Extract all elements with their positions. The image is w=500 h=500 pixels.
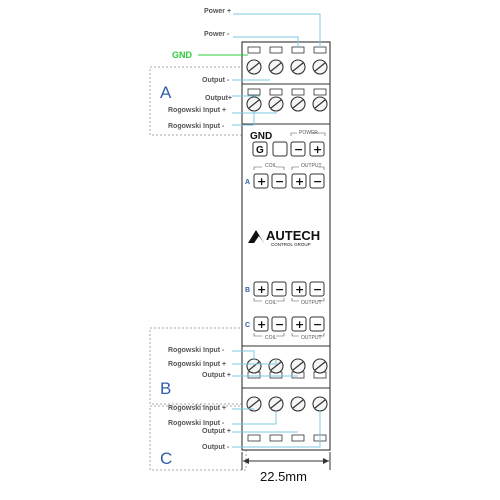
label-rogowski-plus-a: Rogowski Input +: [168, 107, 227, 114]
row-c-coil-label: COIL: [265, 335, 277, 341]
blank-button[interactable]: [273, 142, 287, 156]
dimension-label: 22.5mm: [260, 469, 307, 484]
c-output-minus-symbol: −: [313, 318, 323, 331]
panel-gnd: GND: [250, 131, 273, 142]
c-coil-plus-symbol: +: [257, 318, 267, 331]
a-coil-plus-symbol: +: [257, 175, 267, 188]
c-output-plus-symbol: +: [295, 318, 305, 331]
row-a-coil-label: COIL: [265, 163, 277, 169]
label-power-minus: Power -: [204, 31, 230, 38]
a-output-minus-symbol: −: [313, 175, 323, 188]
label-rogowski-minus-c: Rogowski Input -: [168, 420, 225, 427]
row-b-coil-label: COIL: [265, 300, 277, 306]
label-output-minus-a: Output -: [202, 77, 230, 84]
label-rogowski-plus-c: Rogowski Input +: [168, 405, 227, 412]
c-coil-minus-symbol: −: [275, 318, 285, 331]
row-a-output-label: OUTPUT: [301, 163, 322, 169]
logo-sub: CONTROL GROUP: [271, 242, 311, 247]
a-output-plus-symbol: +: [295, 175, 305, 188]
row-c-output-label: OUTPUT: [301, 335, 322, 341]
b-output-minus-symbol: −: [313, 283, 323, 296]
label-output-plus-b: Output +: [202, 372, 231, 379]
b-output-plus-symbol: +: [295, 283, 305, 296]
b-coil-minus-symbol: −: [275, 283, 285, 296]
row-a-letter: A: [245, 179, 251, 186]
b-coil-plus-symbol: +: [257, 283, 267, 296]
label-power-plus: Power +: [204, 8, 232, 15]
label-gnd: GND: [172, 50, 192, 60]
logo-name: AUTECH: [266, 228, 321, 243]
row-b-output-label: OUTPUT: [301, 300, 322, 306]
label-rogowski-minus-b: Rogowski Input -: [168, 347, 225, 354]
panel-power-label: POWER: [299, 130, 318, 136]
label-output-minus-c: Output -: [202, 444, 230, 451]
label-output-plus-c: Output +: [202, 428, 231, 435]
group-label-a: A: [160, 83, 172, 102]
label-rogowski-minus-a: Rogowski Input -: [168, 123, 225, 130]
a-coil-minus-symbol: −: [275, 175, 285, 188]
power-plus-symbol: +: [313, 143, 323, 156]
row-b-letter: B: [245, 287, 251, 294]
row-c-letter: C: [245, 322, 251, 329]
power-minus-symbol: −: [294, 143, 304, 156]
group-label-c: C: [160, 449, 173, 468]
label-rogowski-plus-b: Rogowski Input +: [168, 361, 227, 368]
group-label-b: B: [160, 379, 172, 398]
dimension-marker: [242, 452, 330, 470]
label-output-plus-a: Output+: [205, 95, 233, 102]
g-button-label: G: [256, 145, 264, 156]
